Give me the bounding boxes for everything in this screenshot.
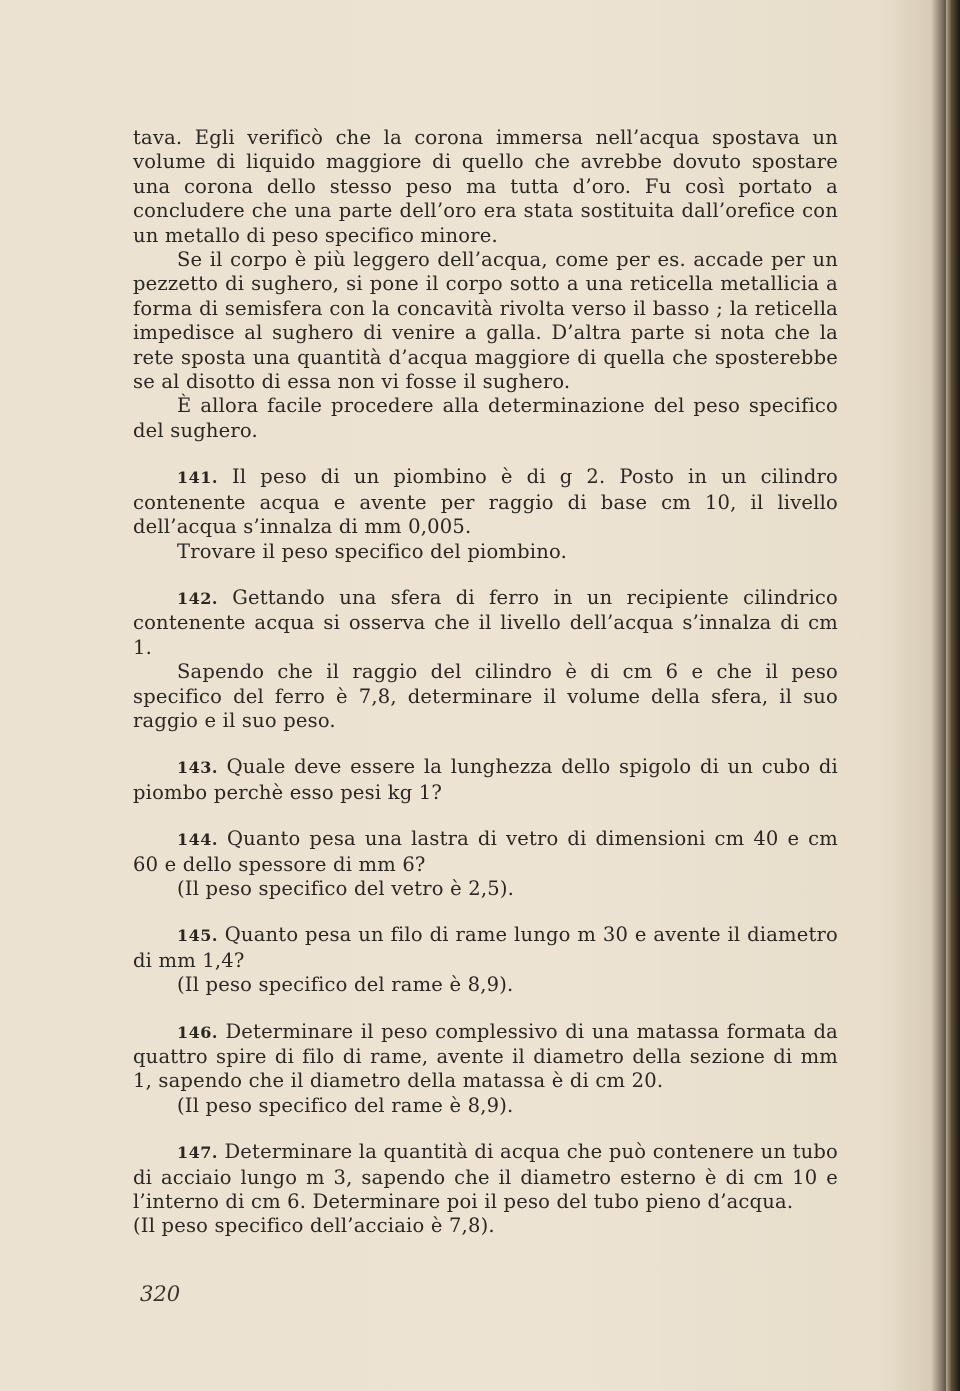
problem-number: 143.: [177, 758, 218, 778]
problem-142: [133, 586, 838, 733]
problem-extra: (Il peso specifico del vetro è 2,5).: [177, 876, 515, 900]
problem-text: [133, 827, 838, 877]
paragraph-floating-body: Se il corpo è più leggero dell’acqua, come per es. accade per un pezzetto di sughero, si pone il corpo sotto a una reticella metallicia a forma di semisfera con la concavità rivolta verso il basso ; la reticella impedisce al sughero di venire a galla. D’altra parte si nota che la rete sposta una quantità d’acqua maggiore di quella che sposterebbe se al disotto di essa non vi fosse il sughero.: [133, 248, 838, 394]
problem-number: 142.: [177, 588, 218, 608]
problem-number: 144.: [177, 830, 218, 850]
problem-number: 147.: [177, 1143, 218, 1163]
problem-text: [133, 586, 838, 660]
problem-146: [133, 1020, 838, 1119]
page-text: [133, 126, 838, 1239]
problem-extra: Trovare il peso specifico del piombino.: [177, 539, 567, 563]
problem-statement: Quanto pesa un filo di rame lungo m 30 e avente il diametro di mm 1,4?: [133, 923, 838, 972]
problem-number: 146.: [177, 1022, 218, 1042]
problem-text: [133, 465, 838, 539]
problem-number: 141.: [177, 468, 218, 488]
problem-statement: Determinare il peso complessivo di una matassa formata da quattro spire di filo di rame, avente il diametro della sezione di mm 1, sapendo che il diametro della matassa è di cm 20.: [133, 1019, 838, 1093]
problem-141: [133, 465, 838, 564]
problem-147: [133, 1140, 838, 1239]
problem-statement: Quale deve essere la lunghezza dello spigolo di un cubo di piombo perchè esso pesi kg 1?: [133, 755, 838, 804]
paragraph-conclusion: È allora facile procedere alla determinazione del peso specifico del sughero.: [133, 394, 838, 442]
problem-statement: Quanto pesa una lastra di vetro di dimensioni cm 40 e cm 60 e dello spessore di mm 6?: [133, 827, 838, 876]
page-number: 320: [140, 1282, 181, 1306]
problem-extra: (Il peso specifico del rame è 8,9).: [177, 973, 514, 997]
problem-number: 145.: [177, 926, 218, 946]
problem-text: [133, 923, 838, 973]
problem-statement: Gettando una sfera di ferro in un recipiente cilindrico contenente acqua si osserva che il livello dell’acqua s’innalza di cm 1.: [133, 585, 838, 659]
problem-extra: (Il peso specifico del rame è 8,9).: [177, 1093, 514, 1117]
problem-text: [133, 1020, 838, 1094]
book-binding-edge: [946, 0, 960, 1391]
problem-extra: Sapendo che il raggio del cilindro è di cm 6 e che il peso specifico del ferro è 7,8, determinare il volume della sfera, il suo raggio e il suo peso.: [133, 660, 838, 732]
problem-extra: (Il peso specifico dell’acciaio è 7,8).: [133, 1214, 495, 1238]
problem-144: [133, 827, 838, 901]
problem-text: [133, 755, 838, 805]
problem-143: [133, 755, 838, 805]
problem-statement: Il peso di un piombino è di g 2. Posto in un cilindro contenente acqua e avente per raggio di base cm 10, il livello dell’acqua s’innalza di mm 0,005.: [133, 465, 838, 539]
problem-statement: Determinare la quantità di acqua che può contenere un tubo di acciaio lungo m 3, sapendo che il diametro esterno è di cm 10 e l’interno di cm 6. Determinare poi il peso del tubo pieno d’acqua.: [133, 1140, 838, 1214]
paragraph-continuation: tava. Egli verificò che la corona immersa nell’acqua spostava un volume di liquido maggiore di quello che avrebbe dovuto spostare una corona dello stesso peso ma tutta d’oro. Fu così portato a concludere che una parte dell’oro era stata sostituita dall’orefice con un metallo di peso specifico minore.: [133, 126, 838, 247]
problem-text: [133, 1140, 838, 1214]
problem-145: [133, 923, 838, 997]
